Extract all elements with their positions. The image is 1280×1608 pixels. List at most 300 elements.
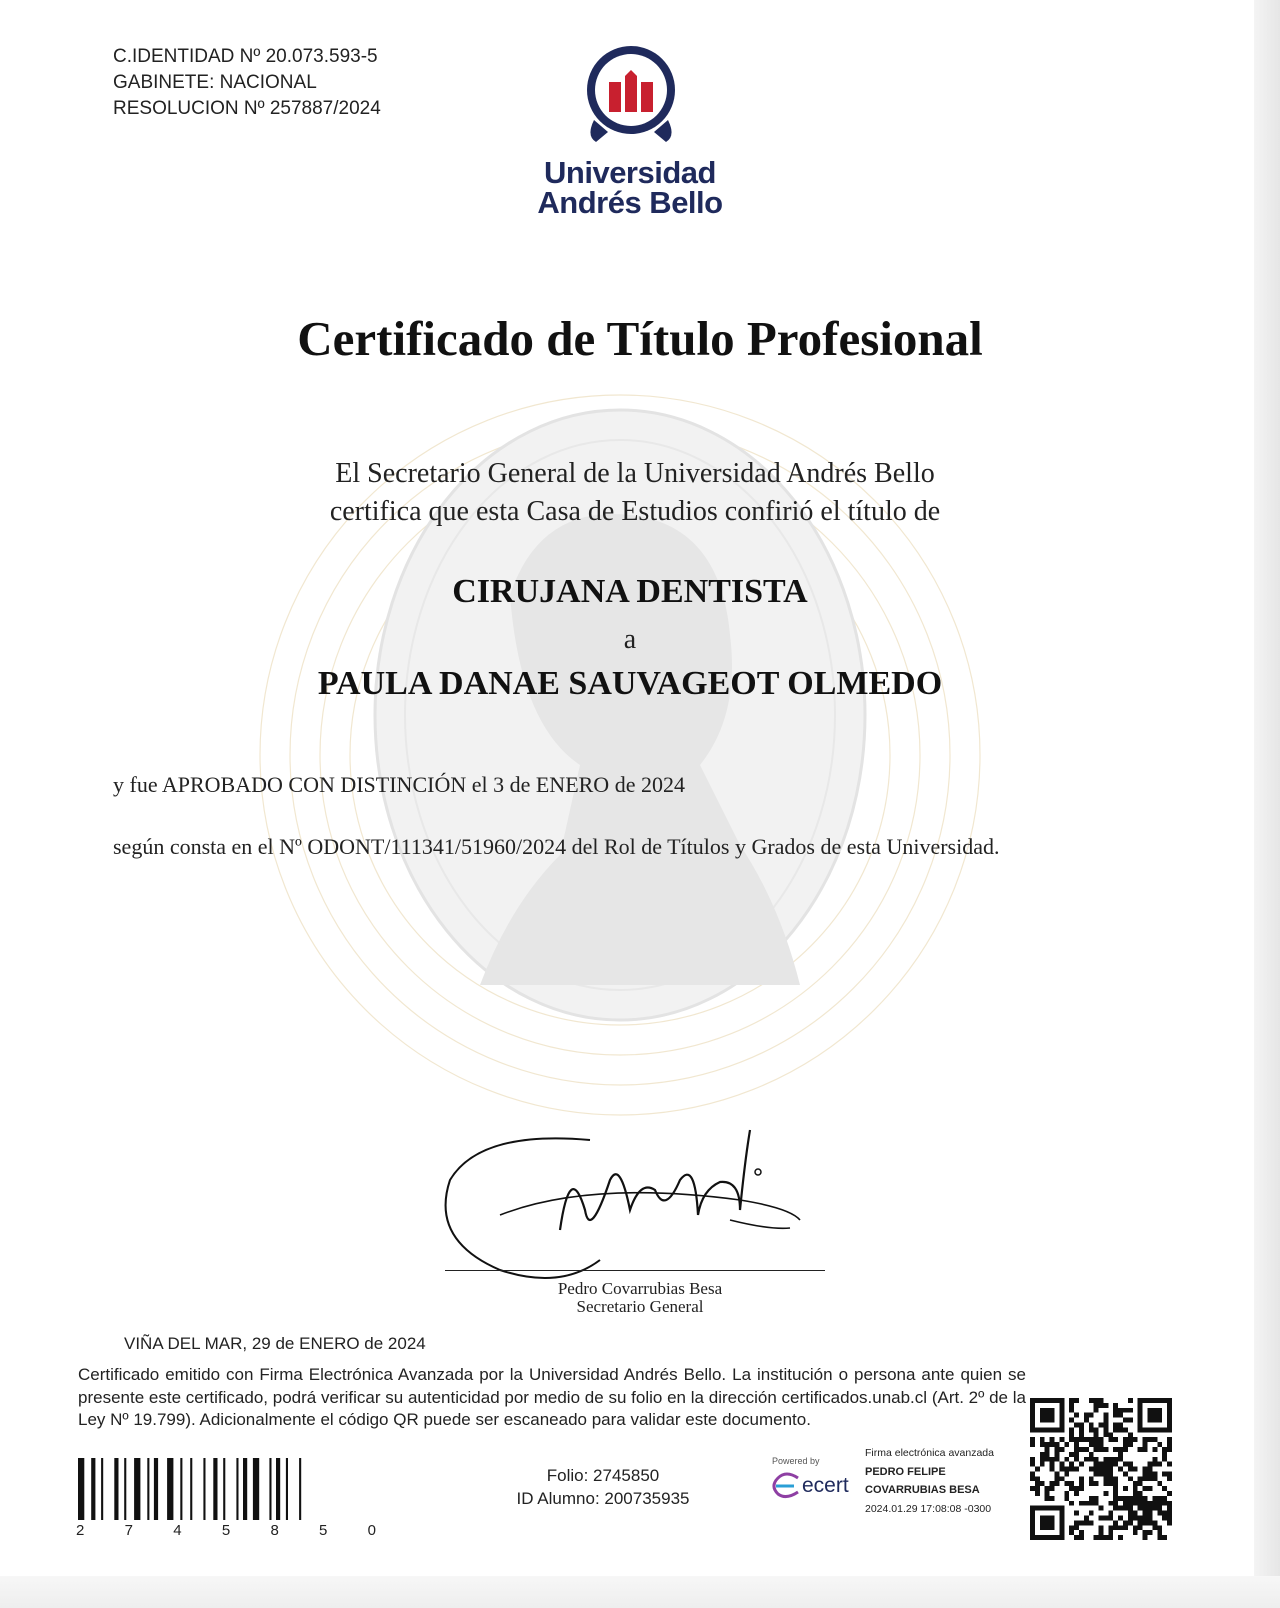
qr-module: [1099, 1516, 1104, 1521]
qr-module: [1167, 1437, 1172, 1442]
qr-module: [1064, 1471, 1069, 1476]
qr-module: [1138, 1481, 1143, 1486]
qr-module: [1133, 1486, 1138, 1491]
qr-module: [1074, 1452, 1079, 1457]
qr-module: [1108, 1467, 1113, 1472]
qr-module: [1089, 1476, 1094, 1481]
barcode-bar: [190, 1458, 192, 1520]
qr-module: [1103, 1516, 1108, 1521]
qr-module: [1045, 1447, 1050, 1452]
qr-module: [1050, 1486, 1055, 1491]
barcode-bar: [203, 1458, 205, 1520]
qr-module: [1123, 1486, 1128, 1491]
qr-module: [1162, 1501, 1167, 1506]
qr-module: [1128, 1501, 1133, 1506]
qr-module: [1162, 1452, 1167, 1457]
qr-module: [1040, 1437, 1045, 1442]
qr-module: [1162, 1535, 1167, 1540]
connector-text: a: [623, 624, 637, 655]
barcode-bar: [299, 1458, 301, 1520]
qr-module: [1030, 1457, 1035, 1462]
qr-module: [1069, 1486, 1074, 1491]
qr-module: [1138, 1520, 1143, 1525]
qr-module: [1084, 1457, 1089, 1462]
signer-block: [530, 1280, 750, 1316]
qr-module: [1064, 1496, 1069, 1501]
signature-line: [445, 1270, 825, 1271]
qr-module: [1143, 1516, 1148, 1521]
qr-module: [1094, 1403, 1099, 1408]
signer-role: Secretario General: [576, 1297, 704, 1316]
qr-module: [1054, 1481, 1059, 1486]
identity-block: [113, 44, 381, 122]
qr-module: [1113, 1447, 1118, 1452]
qr-module: [1128, 1516, 1133, 1521]
intro-text: [0, 455, 1270, 531]
qr-module: [1040, 1516, 1055, 1531]
qr-module: [1157, 1511, 1162, 1516]
qr-module: [1103, 1462, 1108, 1467]
qr-module: [1118, 1408, 1123, 1413]
qr-module: [1152, 1471, 1157, 1476]
barcode-bar: [276, 1458, 280, 1520]
qr-module: [1094, 1442, 1099, 1447]
barcode-bar: [223, 1458, 225, 1520]
qr-module: [1079, 1432, 1084, 1437]
qr-module: [1054, 1447, 1059, 1452]
qr-module: [1054, 1476, 1059, 1481]
page-edge-shadow: [1254, 0, 1280, 1608]
qr-module: [1152, 1496, 1157, 1501]
qr-module: [1118, 1506, 1123, 1511]
qr-module: [1040, 1452, 1045, 1457]
qr-module: [1128, 1511, 1133, 1516]
qr-module: [1118, 1467, 1123, 1472]
qr-module: [1079, 1520, 1084, 1525]
qr-module: [1099, 1471, 1104, 1476]
qr-module: [1089, 1496, 1094, 1501]
qr-module: [1113, 1476, 1118, 1481]
qr-module: [1148, 1520, 1153, 1525]
qr-module: [1128, 1476, 1133, 1481]
qr-module: [1143, 1535, 1148, 1540]
qr-module: [1123, 1525, 1128, 1530]
qr-module: [1084, 1447, 1089, 1452]
qr-module: [1113, 1481, 1118, 1486]
qr-module: [1118, 1457, 1123, 1462]
qr-module: [1133, 1481, 1138, 1486]
barcode-digit: 0: [367, 1522, 376, 1539]
qr-module: [1084, 1520, 1089, 1525]
qr-module: [1045, 1491, 1050, 1496]
qr-module: [1074, 1520, 1079, 1525]
powered-by-label: Powered by: [772, 1456, 820, 1466]
qr-module: [1167, 1447, 1172, 1452]
qr-module: [1113, 1496, 1118, 1501]
qr-module: [1094, 1501, 1099, 1506]
qr-module: [1059, 1462, 1064, 1467]
qr-module: [1143, 1447, 1148, 1452]
qr-module: [1157, 1525, 1162, 1530]
qr-module: [1123, 1471, 1128, 1476]
qr-module: [1084, 1413, 1089, 1418]
barcode-digit: 4: [173, 1522, 182, 1539]
qr-module: [1152, 1447, 1157, 1452]
qr-module: [1128, 1506, 1133, 1511]
qr-module: [1113, 1408, 1118, 1413]
qr-module: [1128, 1432, 1133, 1437]
qr-module: [1074, 1525, 1079, 1530]
qr-module: [1094, 1481, 1099, 1486]
qr-module: [1030, 1398, 1064, 1403]
qr-module: [1167, 1516, 1172, 1521]
barcode-bar: [253, 1458, 259, 1520]
qr-module: [1054, 1471, 1059, 1476]
qr-module: [1108, 1457, 1113, 1462]
qr-module: [1064, 1467, 1069, 1472]
qr-module: [1113, 1520, 1118, 1525]
qr-module: [1152, 1506, 1157, 1511]
qr-module: [1069, 1432, 1074, 1437]
barcode-bar: [91, 1458, 95, 1520]
qr-module: [1143, 1501, 1148, 1506]
qr-module: [1113, 1506, 1118, 1511]
esig-name: PEDRO FELIPE: [865, 1465, 946, 1478]
qr-module: [1162, 1516, 1167, 1521]
qr-module: [1123, 1501, 1128, 1506]
qr-module: [1099, 1442, 1104, 1447]
qr-module: [1143, 1520, 1148, 1525]
qr-module: [1030, 1506, 1064, 1511]
qr-module: [1094, 1457, 1099, 1462]
qr-module: [1099, 1530, 1104, 1535]
qr-module: [1074, 1398, 1079, 1403]
qr-module: [1167, 1442, 1172, 1447]
qr-module: [1040, 1457, 1045, 1462]
qr-module: [1099, 1403, 1104, 1408]
qr-module: [1118, 1516, 1123, 1521]
qr-module: [1103, 1427, 1108, 1432]
qr-module: [1113, 1413, 1118, 1418]
qr-module: [1064, 1491, 1069, 1496]
qr-module: [1079, 1437, 1084, 1442]
qr-module: [1079, 1462, 1084, 1467]
qr-module: [1089, 1413, 1094, 1418]
qr-module: [1148, 1471, 1153, 1476]
qr-module: [1040, 1442, 1045, 1447]
qr-module: [1069, 1398, 1074, 1403]
qr-module: [1054, 1457, 1059, 1462]
qr-module: [1035, 1481, 1040, 1486]
qr-module: [1133, 1501, 1138, 1506]
intro-line: El Secretario General de la Universidad Andrés Bello: [335, 458, 935, 489]
qr-module: [1045, 1486, 1050, 1491]
page-edge-shadow: [0, 1576, 1280, 1608]
qr-module: [1103, 1535, 1108, 1540]
id-number: C.IDENTIDAD Nº 20.073.593-5: [113, 46, 378, 67]
barcode-bar: [236, 1458, 238, 1520]
qr-module: [1059, 1506, 1064, 1540]
barcode-bar: [243, 1458, 247, 1520]
qr-module: [1108, 1525, 1113, 1530]
qr-module: [1074, 1535, 1079, 1540]
qr-module: [1030, 1535, 1064, 1540]
qr-module: [1123, 1408, 1128, 1413]
qr-module: [1143, 1467, 1148, 1472]
qr-module: [1094, 1462, 1099, 1467]
qr-module: [1084, 1516, 1089, 1521]
esig-name: COVARRUBIAS BESA: [865, 1484, 980, 1496]
qr-module: [1094, 1467, 1099, 1472]
qr-module: [1108, 1432, 1113, 1437]
qr-module: [1113, 1525, 1118, 1530]
handwritten-signature: [440, 1120, 830, 1280]
qr-module: [1138, 1476, 1143, 1481]
qr-module: [1152, 1501, 1157, 1506]
qr-module: [1143, 1476, 1148, 1481]
qr-module: [1118, 1447, 1123, 1452]
qr-module: [1089, 1452, 1094, 1457]
qr-module: [1133, 1516, 1138, 1521]
qr-module: [1069, 1467, 1074, 1472]
qr-module: [1069, 1481, 1074, 1486]
qr-module: [1128, 1496, 1133, 1501]
qr-module: [1069, 1501, 1074, 1506]
qr-module: [1099, 1467, 1104, 1472]
qr-module: [1148, 1437, 1153, 1442]
qr-module: [1089, 1511, 1094, 1516]
qr-module: [1133, 1530, 1138, 1535]
qr-module: [1030, 1462, 1035, 1467]
qr-module: [1133, 1437, 1138, 1442]
qr-module: [1157, 1530, 1162, 1535]
legal-notice: Certificado emitido con Firma Electrónica Avanzada por la Universidad Andrés Bello. La institución o persona ante quien se presente este certificado, podrá verificar su autenticidad por medio de su folio en la dirección certificados.unab.cl (Art. 2º de la Ley Nº 19.799). Adicionalmente el código QR puede ser escaneado para validar este documento.: [78, 1365, 1026, 1429]
qr-module: [1069, 1437, 1074, 1442]
qr-module: [1069, 1462, 1074, 1467]
qr-module: [1118, 1535, 1123, 1540]
qr-module: [1143, 1486, 1148, 1491]
qr-module: [1128, 1408, 1133, 1413]
barcode-bar: [180, 1458, 182, 1520]
qr-module: [1103, 1413, 1108, 1418]
qr-module: [1089, 1422, 1094, 1427]
folio-number: Folio: 2745850: [546, 1466, 660, 1485]
qr-module: [1157, 1506, 1162, 1511]
qr-module: [1084, 1437, 1089, 1442]
qr-module: [1079, 1501, 1084, 1506]
degree-title: CIRUJANA DENTISTA: [452, 573, 808, 610]
qr-module: [1128, 1437, 1133, 1442]
approval-statement: y fue APROBADO CON DISTINCIÓN el 3 de ENERO de 2024: [113, 772, 685, 797]
barcode-digit: 8: [270, 1522, 279, 1539]
qr-module: [1138, 1398, 1172, 1403]
qr-module: [1089, 1501, 1094, 1506]
qr-module: [1162, 1447, 1167, 1452]
qr-module: [1118, 1525, 1123, 1530]
qr-module: [1113, 1422, 1118, 1427]
qr-module: [1079, 1422, 1084, 1427]
qr-module: [1074, 1437, 1079, 1442]
university-name-line1: Universidad: [544, 155, 716, 190]
qr-module: [1138, 1427, 1172, 1432]
barcode-bar: [213, 1458, 217, 1520]
qr-module: [1162, 1486, 1167, 1491]
qr-module: [1143, 1496, 1148, 1501]
qr-module: [1103, 1467, 1108, 1472]
qr-module: [1035, 1486, 1040, 1491]
qr-module: [1064, 1457, 1069, 1462]
qr-module: [1167, 1520, 1172, 1525]
qr-module: [1050, 1496, 1055, 1501]
qr-module: [1094, 1496, 1099, 1501]
qr-module: [1074, 1442, 1079, 1447]
qr-module: [1099, 1535, 1104, 1540]
qr-module: [1123, 1496, 1128, 1501]
qr-module: [1167, 1471, 1172, 1476]
qr-module: [1084, 1501, 1089, 1506]
qr-module: [1133, 1491, 1138, 1496]
qr-module: [1079, 1486, 1084, 1491]
qr-module: [1157, 1496, 1162, 1501]
qr-module: [1113, 1427, 1118, 1432]
qr-module: [1079, 1481, 1084, 1486]
qr-module: [1069, 1452, 1074, 1457]
qr-module: [1069, 1525, 1074, 1530]
qr-module: [1103, 1422, 1108, 1427]
barcode-bar: [286, 1458, 288, 1520]
qr-module: [1050, 1462, 1055, 1467]
qr-module: [1050, 1457, 1055, 1462]
qr-module: [1108, 1481, 1113, 1486]
qr-module: [1167, 1398, 1172, 1432]
barcode-digit: 5: [319, 1522, 328, 1539]
university-emblem-icon: [576, 40, 686, 150]
qr-module: [1113, 1501, 1118, 1506]
barcode-digit: 5: [221, 1522, 231, 1539]
qr-module: [1143, 1506, 1148, 1511]
qr-module: [1103, 1471, 1108, 1476]
qr-module: [1099, 1525, 1104, 1530]
qr-module: [1040, 1462, 1045, 1467]
qr-module: [1167, 1501, 1172, 1506]
qr-module: [1148, 1516, 1153, 1521]
qr-module: [1162, 1457, 1167, 1462]
qr-module: [1045, 1457, 1050, 1462]
qr-module: [1143, 1471, 1148, 1476]
qr-module: [1118, 1413, 1123, 1418]
qr-module: [1074, 1413, 1079, 1418]
qr-module: [1133, 1496, 1138, 1501]
qr-module: [1152, 1520, 1157, 1525]
qr-module: [1123, 1506, 1128, 1511]
barcode: [78, 1458, 374, 1520]
qr-module: [1138, 1491, 1143, 1496]
qr-module: [1074, 1486, 1079, 1491]
qr-module: [1103, 1432, 1108, 1437]
qr-module: [1094, 1471, 1099, 1476]
qr-module: [1079, 1476, 1084, 1481]
qr-module: [1094, 1432, 1099, 1437]
qr-module: [1143, 1511, 1148, 1516]
qr-module: [1152, 1462, 1157, 1467]
folio-block: [480, 1464, 726, 1510]
qr-module: [1084, 1418, 1089, 1423]
qr-module: [1108, 1530, 1113, 1535]
qr-module: [1079, 1535, 1084, 1540]
qr-module: [1123, 1462, 1128, 1467]
qr-module: [1152, 1476, 1157, 1481]
qr-module: [1148, 1530, 1153, 1535]
qr-module: [1157, 1462, 1162, 1467]
qr-module: [1050, 1437, 1055, 1442]
qr-module: [1152, 1437, 1157, 1442]
qr-module: [1113, 1437, 1118, 1442]
qr-module: [1074, 1457, 1079, 1462]
qr-module: [1035, 1491, 1040, 1496]
qr-module: [1050, 1467, 1055, 1472]
qr-module: [1108, 1437, 1113, 1442]
qr-module: [1035, 1467, 1040, 1472]
qr-module: [1074, 1511, 1079, 1516]
qr-module: [1123, 1447, 1128, 1452]
qr-module: [1069, 1427, 1074, 1432]
recipient-name: PAULA DANAE SAUVAGEOT OLMEDO: [317, 665, 943, 702]
qr-module: [1138, 1496, 1143, 1501]
qr-module: [1148, 1506, 1153, 1511]
qr-module: [1133, 1511, 1138, 1516]
qr-module: [1030, 1398, 1035, 1432]
qr-module: [1143, 1437, 1148, 1442]
qr-module: [1148, 1486, 1153, 1491]
qr-module: [1113, 1491, 1118, 1496]
qr-module: [1079, 1447, 1084, 1452]
qr-module: [1103, 1447, 1108, 1452]
qr-module: [1079, 1427, 1084, 1432]
qr-module: [1094, 1447, 1099, 1452]
qr-module: [1099, 1422, 1104, 1427]
qr-module: [1128, 1418, 1133, 1423]
qr-module: [1059, 1476, 1064, 1481]
qr-module: [1074, 1422, 1079, 1427]
qr-module: [1138, 1501, 1143, 1506]
qr-module: [1108, 1511, 1113, 1516]
qr-module: [1123, 1437, 1128, 1442]
qr-module: [1064, 1442, 1069, 1447]
qr-module: [1089, 1520, 1094, 1525]
qr-module: [1157, 1481, 1162, 1486]
qr-code[interactable]: [1030, 1398, 1172, 1540]
qr-module: [1030, 1506, 1035, 1540]
qr-module: [1167, 1511, 1172, 1516]
qr-module: [1108, 1471, 1113, 1476]
qr-module: [1099, 1398, 1104, 1403]
qr-module: [1094, 1437, 1099, 1442]
qr-module: [1089, 1427, 1094, 1432]
qr-module: [1069, 1530, 1074, 1535]
qr-module: [1162, 1511, 1167, 1516]
qr-module: [1045, 1442, 1050, 1447]
barcode-bar: [124, 1458, 126, 1520]
qr-module: [1128, 1442, 1133, 1447]
qr-module: [1103, 1418, 1108, 1423]
barcode-bar: [147, 1458, 149, 1520]
qr-module: [1099, 1462, 1104, 1467]
qr-module: [1074, 1467, 1079, 1472]
qr-module: [1103, 1481, 1108, 1486]
qr-module: [1148, 1476, 1153, 1481]
barcode-bar: [78, 1458, 84, 1520]
barcode-digits: [76, 1522, 376, 1539]
